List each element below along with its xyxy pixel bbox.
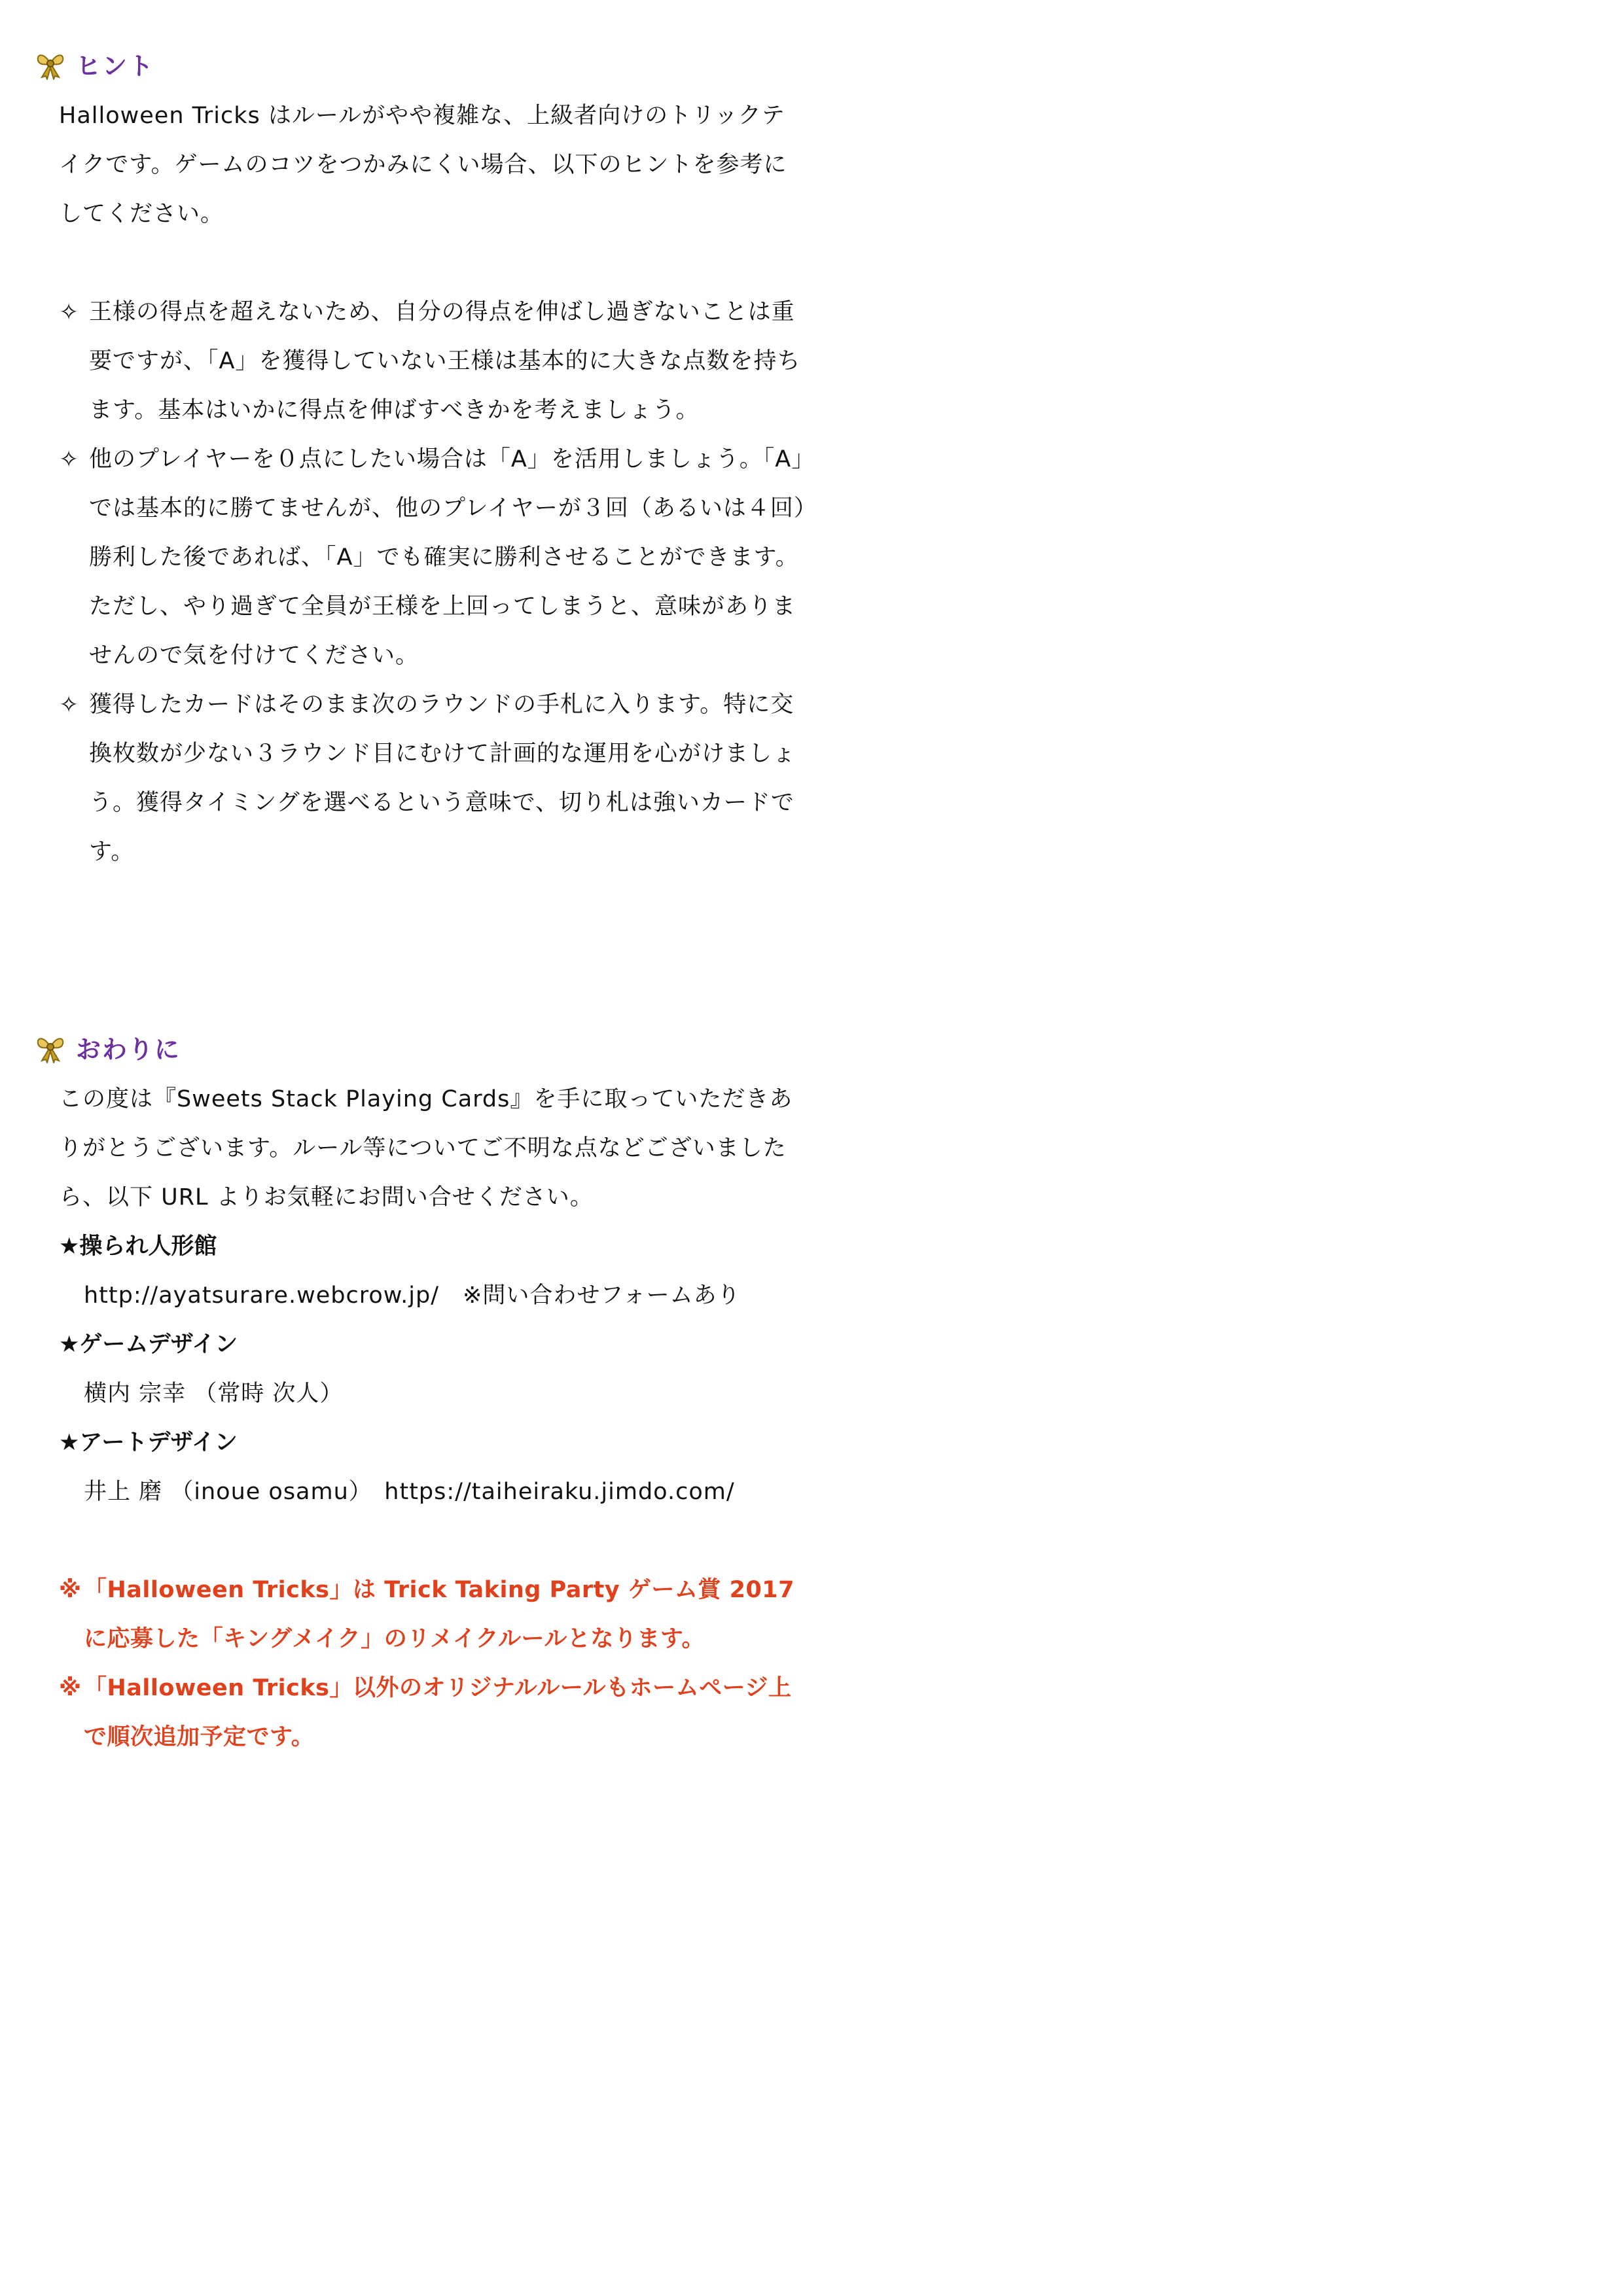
tip-text: 他のプレイヤーを０点にしたい場合は「A」を活用しましょう。「A」では基本的に勝てませんが、他のプレイヤーが３回（あるいは４回）勝利した後であれば、「A」でも確実に勝利させることができます。ただし、やり過ぎて全員が王様を上回ってしまうと、意味がありませんので気を付けてください。	[89, 446, 806, 669]
spacer	[34, 239, 806, 288]
closing-heading	[34, 1024, 806, 1070]
closing-intro: この度は『Sweets Stack Playing Cards』を手に取っていただきありがとうございます。ルール等についてご不明な点などございましたら、以下 URL よりお気軽にお問い合せください。	[59, 1086, 793, 1210]
note-item	[59, 1664, 806, 1762]
closing-section	[34, 1024, 806, 1762]
list-item	[59, 680, 806, 877]
closing-title: おわりに	[76, 1034, 181, 1064]
hint-section	[34, 41, 806, 877]
sparkle-bullet-icon: ✧	[59, 299, 80, 326]
notes-block	[59, 1566, 806, 1762]
sparkle-bullet-icon: ✧	[59, 692, 80, 718]
note-item	[59, 1566, 806, 1664]
publisher-url[interactable]: http://ayatsurare.webcrow.jp/ ※問い合わせフォームあり	[84, 1282, 741, 1309]
bow-ribbon-icon	[34, 1031, 67, 1063]
game-designer-name: 横内 宗幸 （常時 次人）	[84, 1381, 344, 1407]
list-item	[59, 435, 806, 680]
sparkle-bullet-icon: ✧	[59, 446, 80, 473]
hint-title: ヒント	[76, 51, 155, 80]
hint-tips-list	[59, 288, 806, 877]
hint-heading	[34, 41, 806, 86]
note-text: 「Halloween Tricks」は Trick Taking Party ゲーム賞 2017 に応募した「キングメイク」のリメイクルールとなります。	[84, 1577, 795, 1652]
bow-ribbon-icon	[34, 47, 67, 80]
publisher-label: ★操られ人形館	[59, 1233, 217, 1260]
game-design-label: ★ゲームデザイン	[59, 1332, 238, 1358]
note-text: 「Halloween Tricks」以外のオリジナルルールもホームページ上で順次追加予定です。	[84, 1675, 792, 1750]
tip-text: 王様の得点を超えないため、自分の得点を伸ばし過ぎないことは重要ですが、「A」を獲得していない王様は基本的に大きな点数を持ちます。基本はいかに得点を伸ばすべきかを考えましょう。	[89, 299, 801, 423]
art-design-label: ★アートデザイン	[59, 1430, 238, 1456]
list-item	[59, 288, 806, 435]
tip-text: 獲得したカードはそのまま次のラウンドの手札に入ります。特に交換枚数が少ない３ラウンド目にむけて計画的な運用を心がけましょう。獲得タイミングを選べるという意味で、切り札は強いカードです。	[89, 692, 796, 865]
art-designer-info[interactable]: 井上 磨 （inoue osamu） https://taiheiraku.jimdo.com/	[84, 1479, 735, 1505]
reference-mark: ※	[59, 1675, 82, 1701]
hint-intro: Halloween Tricks はルールがやや複雑な、上級者向けのトリックテイクです。ゲームのコツをつかみにくい場合、以下のヒントを参考にしてください。	[59, 103, 787, 227]
reference-mark: ※	[59, 1577, 82, 1603]
